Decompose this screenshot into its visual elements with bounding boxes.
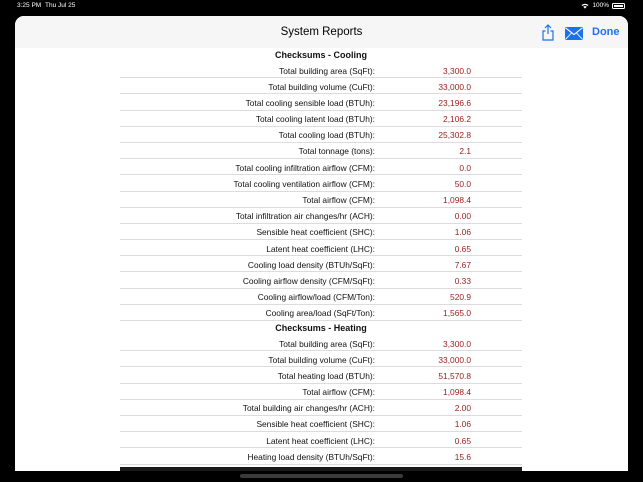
table-row [120, 272, 522, 288]
mail-icon[interactable] [565, 27, 583, 40]
row-label: Total cooling infiltration airflow (CFM): [235, 162, 375, 173]
table-row [120, 208, 522, 224]
table-row [120, 159, 522, 175]
row-value: 33,000.0 [438, 81, 471, 92]
row-value: 1.06 [454, 419, 471, 430]
row-value: 3,300.0 [443, 338, 471, 349]
row-label: Total cooling load (BTUh): [278, 130, 375, 141]
row-label: Total building area (SqFt): [279, 65, 375, 76]
row-label: Total building area (SqFt): [279, 338, 375, 349]
battery-percent: 100% [592, 2, 609, 9]
navigation-bar [15, 16, 628, 48]
row-value: 0.33 [454, 275, 471, 286]
row-value: 50.0 [454, 178, 471, 189]
row-label: Total heating load (BTUh): [277, 370, 375, 381]
table-row [120, 416, 522, 432]
row-value: 3,300.0 [443, 65, 471, 76]
row-value: 15.6 [454, 451, 471, 462]
table-row [120, 62, 522, 78]
status-right [581, 2, 625, 9]
report-sheet [15, 16, 628, 471]
done-button[interactable]: Done [592, 26, 620, 38]
row-label: Total tonnage (tons): [298, 146, 375, 157]
row-label: Total cooling sensible load (BTUh): [245, 97, 375, 108]
section-title-cooling: Checksums - Cooling [274, 50, 367, 60]
table-row [120, 78, 522, 94]
row-value: 0.0 [459, 162, 471, 173]
table-row [120, 400, 522, 416]
section-title-heating: Checksums - Heating [275, 323, 367, 333]
status-time: 3:25 PM [17, 2, 42, 9]
page-title: System Reports [280, 26, 363, 38]
table-row [120, 305, 522, 321]
status-date: Thu Jul 25 [45, 2, 76, 9]
cooling-rows [120, 62, 522, 321]
wifi-icon [581, 3, 589, 9]
table-row [120, 335, 522, 351]
table-row [120, 432, 522, 448]
table-row [120, 143, 522, 159]
row-label: Sensible heat coefficient (SHC): [256, 227, 375, 238]
row-value: 520.9 [450, 292, 471, 303]
row-value: 51,570.8 [438, 370, 471, 381]
row-value: 23,196.6 [438, 97, 471, 108]
content-bottom-edge [120, 467, 522, 471]
row-label: Sensible heat coefficient (SHC): [256, 419, 375, 430]
row-value: 1,098.4 [443, 195, 471, 205]
table-row [120, 224, 522, 240]
table-row [120, 240, 522, 256]
table-row [120, 367, 522, 383]
row-value: 1.06 [454, 227, 471, 238]
row-value: 1,098.4 [443, 387, 471, 398]
row-value: 2.1 [459, 146, 471, 157]
row-label: Total building volume (CuFt): [268, 354, 375, 365]
battery-icon [612, 3, 625, 9]
row-label: Cooling airflow/load (CFM/Ton): [257, 292, 375, 303]
row-value: 0.00 [454, 211, 471, 222]
row-label: Cooling airflow density (CFM/SqFt): [242, 275, 375, 286]
table-row [120, 127, 522, 143]
row-value: 33,000.0 [438, 354, 471, 365]
row-label: Total cooling ventilation airflow (CFM): [233, 178, 375, 189]
row-value: 2.00 [454, 403, 471, 414]
home-indicator[interactable] [240, 474, 403, 478]
table-row [120, 256, 522, 272]
row-label: Cooling area/load (SqFt/Ton): [265, 308, 375, 319]
row-value: 1,565.0 [443, 308, 471, 319]
table-row [120, 175, 522, 191]
row-value: 0.65 [454, 435, 471, 446]
row-value: 0.65 [454, 243, 471, 254]
row-label: Cooling load density (BTUh/SqFt): [247, 259, 375, 270]
report-content [120, 48, 522, 465]
table-row [120, 448, 522, 464]
row-value: 7.67 [454, 259, 471, 270]
row-label: Heating load density (BTUh/SqFt): [247, 451, 375, 462]
row-label: Total building air changes/hr (ACH): [242, 403, 375, 414]
row-label: Total building volume (CuFt): [268, 81, 375, 92]
table-row [120, 384, 522, 400]
row-label: Total infiltration air changes/hr (ACH): [235, 211, 375, 222]
table-row [120, 111, 522, 127]
row-label: Total airflow (CFM): [302, 195, 375, 205]
table-row [120, 289, 522, 305]
share-icon[interactable] [541, 24, 555, 41]
row-value: 2,106.2 [443, 114, 471, 125]
row-label: Total cooling latent load (BTUh): [255, 114, 375, 125]
heating-rows [120, 335, 522, 465]
table-row [120, 192, 522, 208]
row-label: Latent heat coefficient (LHC): [266, 243, 375, 254]
row-value: 25,302.8 [438, 130, 471, 141]
table-row [120, 351, 522, 367]
row-label: Total airflow (CFM): [302, 387, 375, 398]
status-bar [0, 0, 643, 12]
row-label: Latent heat coefficient (LHC): [266, 435, 375, 446]
table-row [120, 94, 522, 110]
